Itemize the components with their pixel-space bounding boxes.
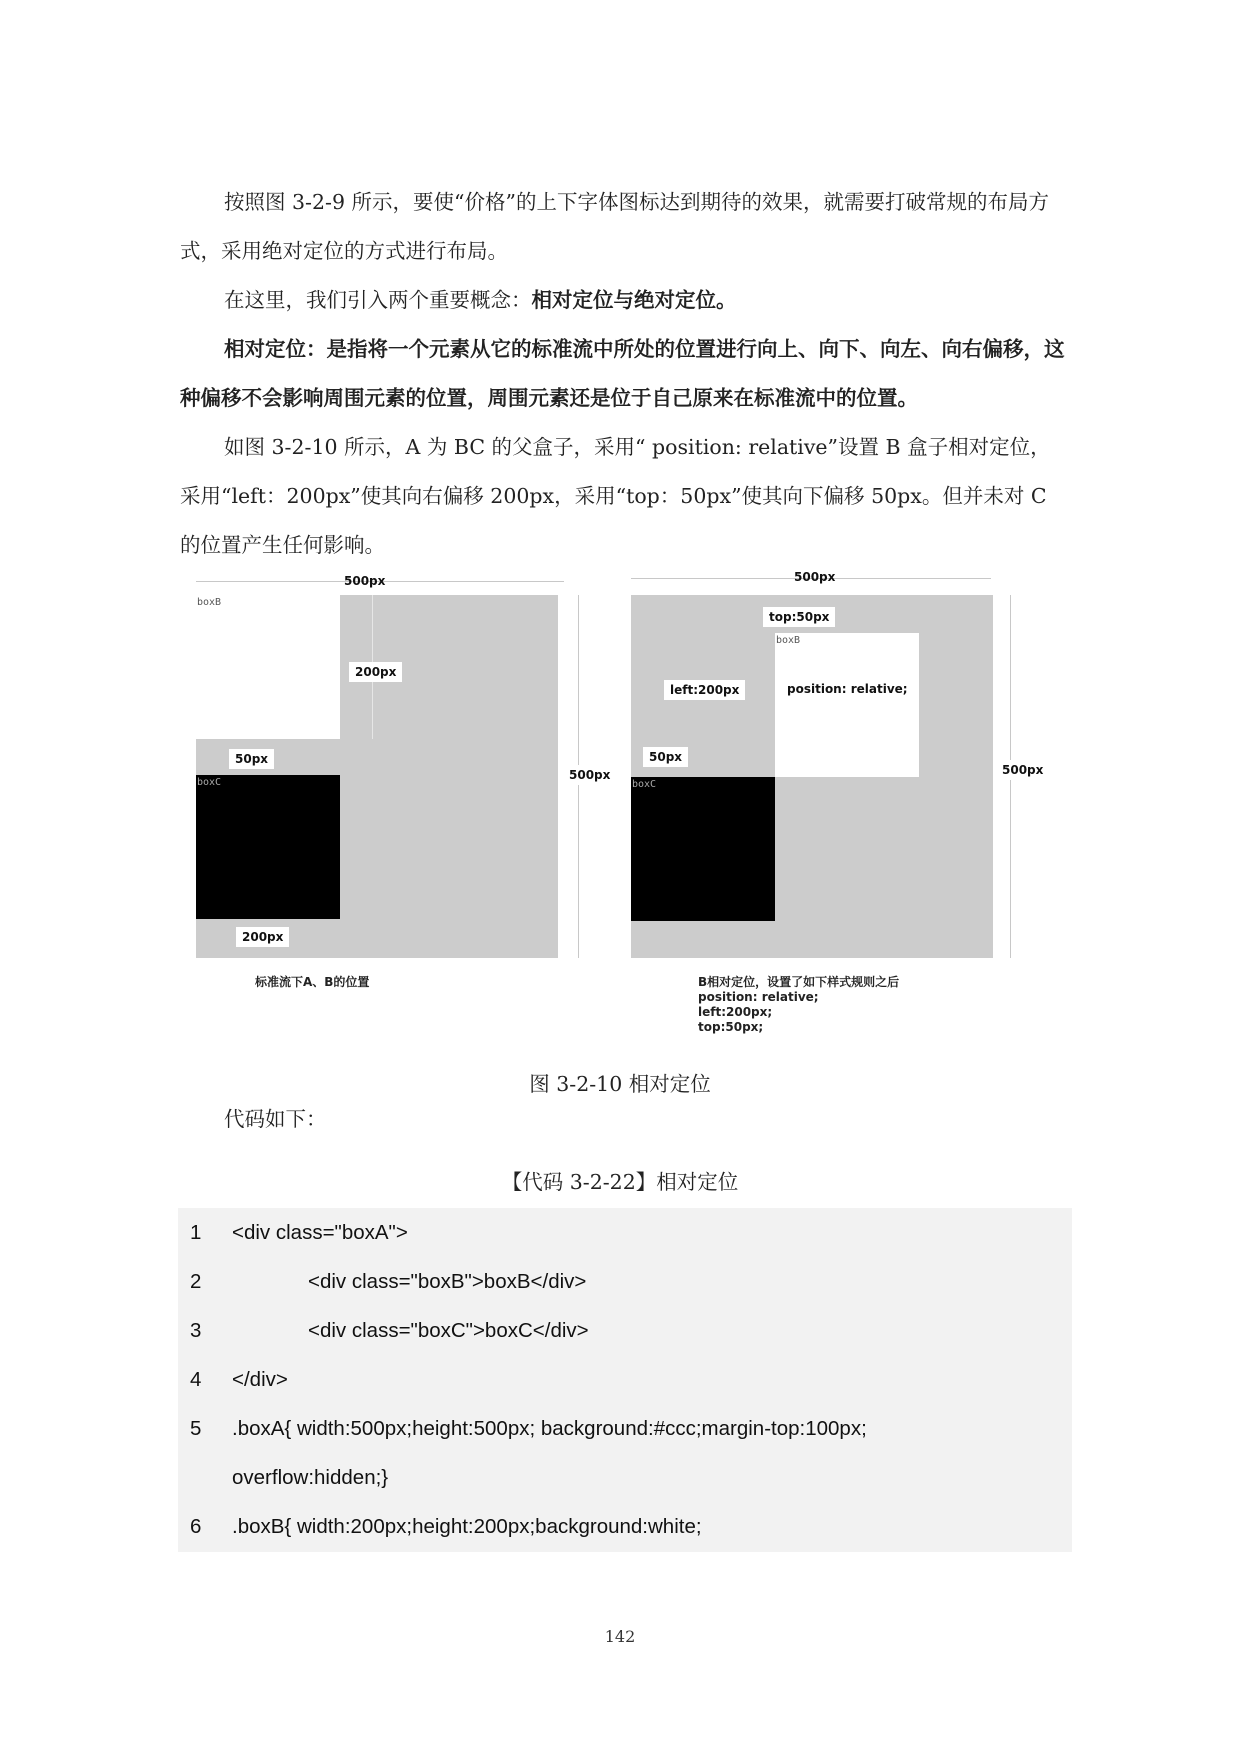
code-intro: 代码如下：	[224, 1107, 327, 1131]
left-boxC	[196, 775, 340, 919]
left-boxB-height-label: 200px	[349, 662, 402, 682]
concepts-bold: 相对定位与绝对定位。	[531, 288, 737, 312]
right-boxB-text: position: relative;	[787, 682, 908, 696]
code-line-number: 5	[190, 1417, 202, 1440]
code-line-text: </div>	[232, 1368, 288, 1391]
left-figure-note: 标准流下A、B的位置	[255, 975, 370, 989]
right-boxC-name: boxC	[632, 779, 657, 790]
code-line-number: 6	[190, 1515, 202, 1538]
code-line	[178, 1453, 1072, 1502]
paragraph-example: 如图 3-2-10 所示，A 为 BC 的父盒子，采用“ position: relative”设置 B 盒子相对定位，采用“left：200px”使其向右偏移 200px，采用“top：50px”使其向下偏移 50px。但并未对 C 的位置产生任何影响。	[180, 435, 1051, 557]
code-block	[178, 1208, 1072, 1552]
code-line-number: 4	[190, 1368, 202, 1391]
paragraph-intro: 按照图 3-2-9 所示，要使“价格”的上下字体图标达到期待的效果，就需要打破常规的布局方式，采用绝对定位的方式进行布局。	[180, 190, 1049, 263]
code-line-text: <div class="boxA">	[232, 1221, 408, 1244]
paragraph-relative-definition: 相对定位：是指将一个元素从它的标准流中所处的位置进行向上、向下、向左、向右偏移，这种偏移不会影响周围元素的位置，周围元素还是位于自己原来在标准流中的位置。	[180, 337, 1065, 410]
code-line	[178, 1208, 1072, 1257]
concepts-prefix: 在这里，我们引入两个重要概念：	[224, 288, 532, 312]
code-line	[178, 1502, 1072, 1551]
right-boxB-name: boxB	[776, 635, 801, 646]
code-line-text: <div class="boxB">boxB</div>	[308, 1270, 587, 1293]
right-gap-label: 50px	[643, 747, 688, 767]
code-line-number: 3	[190, 1319, 202, 1342]
right-boxB	[775, 633, 919, 777]
left-boxC-width-label: 200px	[236, 927, 289, 947]
code-line-text: overflow:hidden;}	[232, 1466, 389, 1489]
left-gap-label: 50px	[229, 749, 274, 769]
figure-caption: 图 3-2-10 相对定位	[529, 1072, 711, 1096]
right-top-offset-label: top:50px	[763, 607, 835, 627]
right-boxC	[631, 777, 775, 921]
code-line	[178, 1257, 1072, 1306]
right-width-label: 500px	[794, 570, 836, 584]
left-boxC-name: boxC	[197, 777, 222, 788]
left-height-label: 500px	[563, 765, 616, 785]
page-number: 142	[604, 1627, 636, 1646]
left-boxB-name: boxB	[197, 597, 222, 608]
code-line-text: .boxB{ width:200px;height:200px;background:white;	[232, 1515, 702, 1538]
paragraph-concepts	[180, 276, 1070, 325]
code-title: 【代码 3-2-22】相对定位	[501, 1170, 739, 1194]
code-line	[178, 1355, 1072, 1404]
code-line-text: .boxA{ width:500px;height:500px; background:#ccc;margin-top:100px;	[232, 1417, 867, 1440]
code-line-text: <div class="boxC">boxC</div>	[308, 1319, 589, 1342]
code-line-number: 1	[190, 1221, 202, 1244]
code-line	[178, 1306, 1072, 1355]
right-figure-note: B相对定位，设置了如下样式规则之后 position: relative; left:200px; top:50px;	[698, 975, 900, 1034]
code-line	[178, 1404, 1072, 1453]
right-height-label: 500px	[996, 760, 1049, 780]
right-left-offset-label: left:200px	[664, 680, 745, 700]
left-boxB	[196, 595, 340, 739]
code-line-number: 2	[190, 1270, 202, 1293]
left-width-label: 500px	[344, 574, 386, 588]
